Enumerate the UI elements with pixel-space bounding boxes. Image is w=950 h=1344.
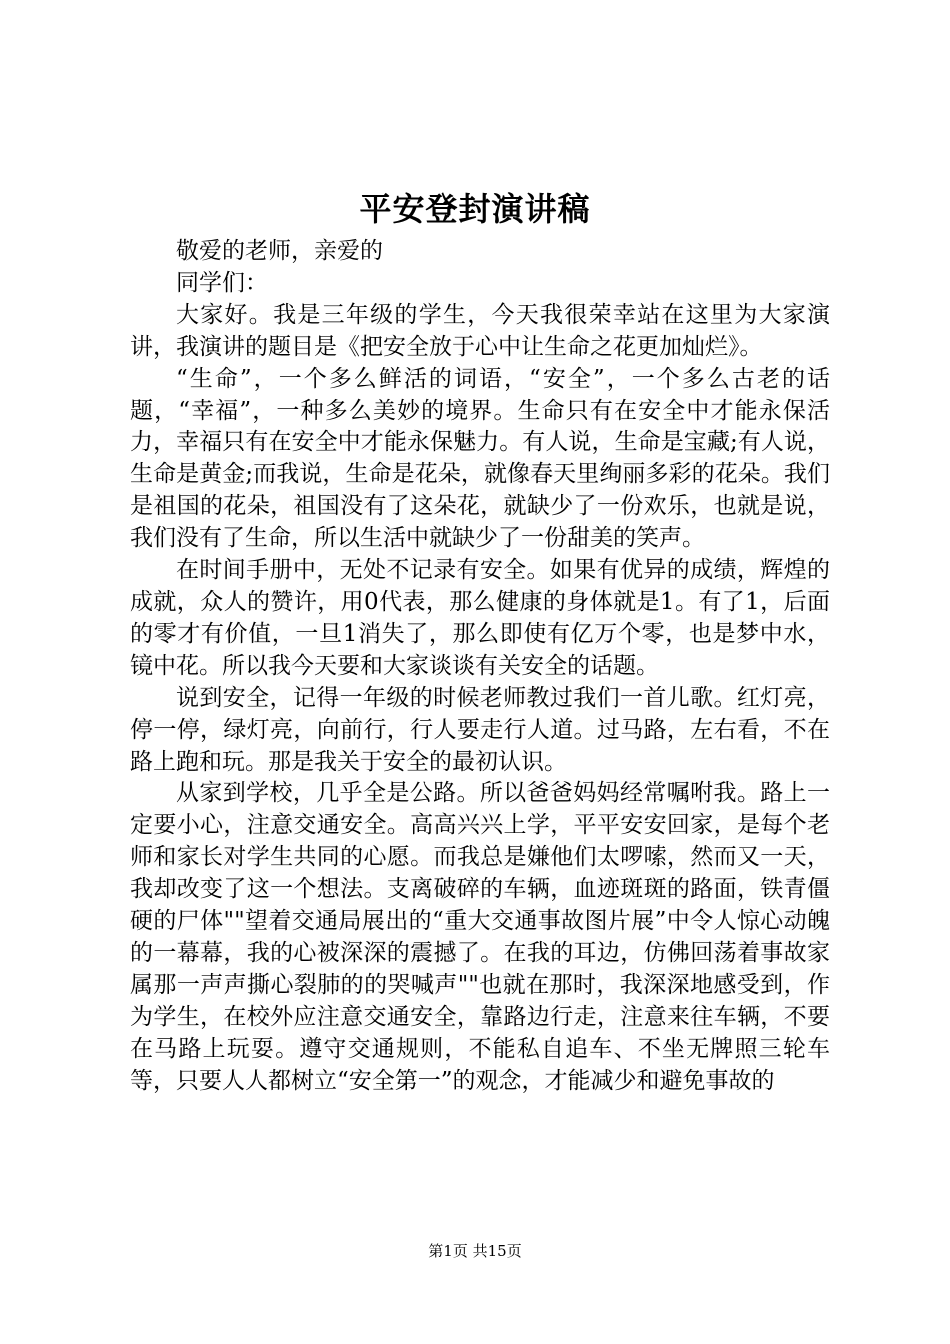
paragraph-salutation-1: 敬爱的老师，亲爱的 [176, 238, 383, 264]
document-body [130, 236, 830, 1097]
paragraph-nursery-rhyme: 说到安全，记得一年级的时候老师教过我们一首儿歌。红灯亮，停一停，绿灯亮，向前行，行人要走行人道。过马路，左右看，不在路上跑和玩。那是我关于安全的最初认识。 [130, 684, 830, 775]
paragraph-time-handbook: 在时间手册中，无处不记录有安全。如果有优异的成绩，辉煌的成就，众人的赞许，用0代表，那么健康的身体就是1。有了1，后面的零才有价值，一旦1消失了，那么即使有亿万个零，也是梦中水，镜中花。所以我今天要和大家谈谈有关安全的话题。 [130, 557, 830, 679]
paragraph-home-to-school: 从家到学校，几乎全是公路。所以爸爸妈妈经常嘱咐我。路上一定要小心，注意交通安全。高高兴兴上学，平平安安回家，是每个老师和家长对学生共同的心愿。而我总是嫌他们太啰嗦，然而又一天，我却改变了这一个想法。支离破碎的车辆，血迹斑斑的路面，铁青僵硬的尸体""望着交通局展出的“重大交通事故图片展”中令人惊心动魄的一幕幕，我的心被深深的震撼了。在我的耳边，仿佛回荡着事故家属那一声声撕心裂肺的的哭喊声""也就在那时，我深深地感受到，作为学生，在校外应注意交通安全，靠路边行走，注意来往车辆，不要在马路上玩耍。遵守交通规则，不能私自追车、不坐无牌照三轮车等，只要人人都树立“安全第一”的观念，才能减少和避免事故的 [130, 780, 830, 1094]
document-title: 平安登封演讲稿 [359, 190, 591, 228]
paragraph-life: “生命”，一个多么鲜活的词语，“安全”，一个多么古老的话题，“幸福”，一种多么美妙的境界。生命只有在安全中才能永保活力，幸福只有在安全中才能永保魅力。有人说，生命是宝藏;有人说，生命是黄金;而我说，生命是花朵，就像春天里绚丽多彩的花朵。我们是祖国的花朵，祖国没有了这朵花，就缺少了一份欢乐，也就是说，我们没有了生命，所以生活中就缺少了一份甜美的笑声。 [130, 365, 830, 552]
paragraph-salutation-2: 同学们： [176, 269, 268, 296]
paragraph-greeting: 大家好。我是三年级的学生，今天我很荣幸站在这里为大家演讲，我演讲的题目是《把安全放于心中让生命之花更加灿烂》。 [130, 301, 830, 360]
page-number-footer: 第1页 共15页 [428, 1242, 522, 1260]
